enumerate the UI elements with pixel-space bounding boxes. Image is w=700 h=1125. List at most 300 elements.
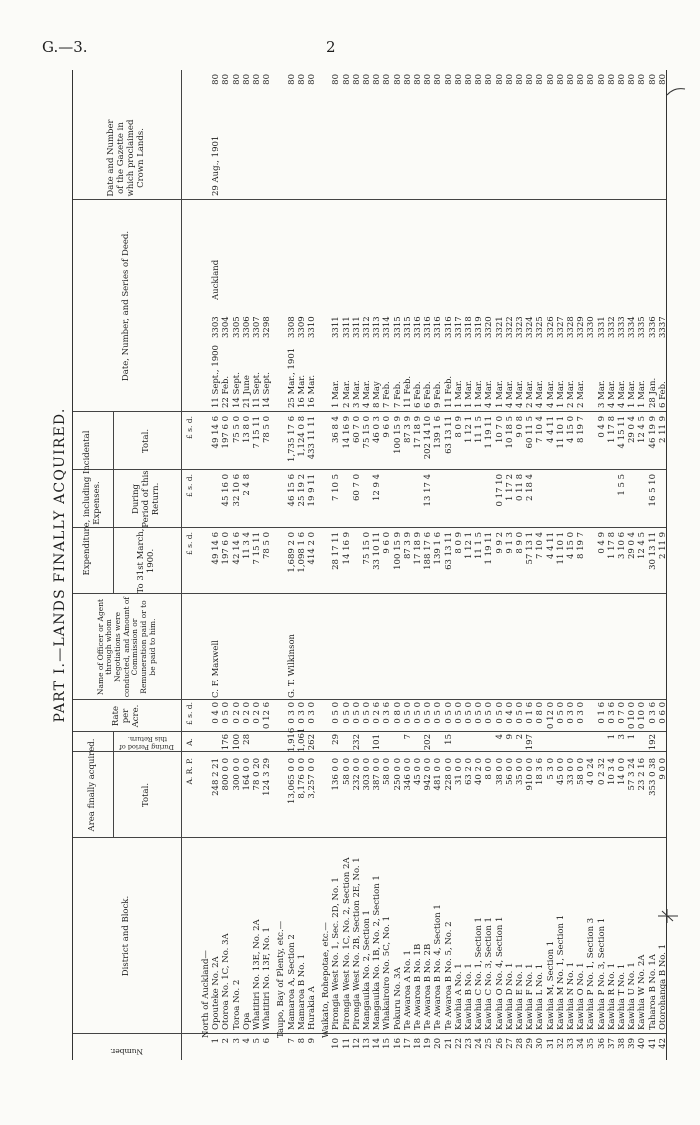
cell-deed: 3317 (453, 316, 464, 338)
unit-area: A. R. P. (185, 758, 194, 785)
cell-area: 58 0 0 (576, 758, 587, 786)
cell-rate: 0 5 0 (433, 702, 444, 724)
cell-total: 60 11 5 (525, 416, 536, 449)
cell-total: 0 4 9 (596, 416, 607, 438)
cell-rate: 0 1 6 (525, 702, 536, 724)
cell-area: 353 0 38 (647, 758, 658, 796)
cell-gaz: 80 (262, 74, 273, 85)
page-number: 2 (326, 38, 336, 56)
cell-name: Opa (241, 1012, 252, 1030)
cell-name: Kawhia O No. 1 (576, 962, 587, 1030)
cell-total: 13 8 0 (241, 416, 252, 444)
cell-deed: 3326 (545, 316, 556, 338)
unit-exp-during: £ s. d. (185, 474, 194, 497)
lands-table (72, 70, 667, 1060)
cell-during: 1 17 2 (504, 474, 515, 502)
cell-during: 7 10 5 (331, 474, 342, 502)
cell-deed: 3311 (351, 316, 362, 338)
cell-no: 9 (307, 1038, 317, 1044)
cell-during: 46 15 6 (286, 474, 297, 507)
cell-deed: 3309 (296, 316, 307, 338)
cell-gaz: 80 (586, 74, 597, 85)
cell-gaz: 80 (372, 74, 383, 85)
cell-deed: 3330 (586, 316, 597, 338)
cell-area: 8,176 0 0 (296, 758, 307, 799)
cell-date: 4 Mar. (504, 380, 515, 408)
cell-during: 32 10 6 (231, 474, 242, 507)
unit-exp-to: £ s. d. (185, 532, 194, 555)
cell-gaz: 80 (504, 74, 515, 85)
cell-period: 2 (515, 734, 525, 740)
cell-area: 8 0 0 (484, 758, 495, 780)
col-exp-to: To 31st March, 1900. (136, 528, 156, 594)
cell-name: Kawhia C No. 3, Section 1 (484, 917, 495, 1030)
cell-no: 16 (392, 1038, 403, 1049)
cell-to: 1 17 8 (606, 532, 617, 560)
table-row (305, 70, 320, 1060)
page-title: PART I.—LANDS FINALLY ACQUIRED. (52, 407, 68, 723)
cell-gaz: 80 (362, 74, 372, 85)
cell-name: Te Awaroa B No. 5, No. 2 (443, 921, 454, 1030)
cell-to: 139 1 6 (433, 532, 444, 565)
cell-total: 139 1 6 (433, 416, 444, 449)
cell-date: 1 Mar. (555, 380, 566, 408)
cell-area: 10 3 4 (606, 758, 617, 786)
cell-total: 7 15 11 (252, 416, 262, 449)
cell-no: 30 (535, 1038, 546, 1049)
cell-gaz: 80 (392, 74, 403, 85)
cell-name: Kawhia M, Section 1 (545, 940, 556, 1030)
cell-to: 11 3 4 (241, 532, 252, 560)
cell-total: 1 12 1 (464, 416, 474, 444)
cell-deed: 3332 (606, 316, 617, 338)
cell-name: Mamaroa A, Section 2 (286, 934, 297, 1030)
cell-total: 8 0 9 (453, 416, 464, 438)
cell-total: 36 8 4 (331, 416, 342, 444)
cell-deed: 3298 (262, 316, 273, 338)
cell-total: 11 10 1 (555, 416, 566, 449)
cell-name: Kawhia R No. 1 (606, 963, 617, 1030)
cell-total: 197 6 0 (221, 416, 232, 449)
cell-date: 1 Mar. (637, 380, 648, 408)
cell-deed: 3331 (596, 316, 607, 338)
cell-deed: 3315 (402, 316, 413, 338)
col-exp-during: During Period of this Return. (131, 470, 161, 528)
margin-mark-top (666, 84, 686, 98)
cell-to: 87 3 9 (402, 532, 413, 560)
cell-area: 33 0 0 (566, 758, 576, 786)
cell-total: 46 19 9 (647, 416, 658, 449)
cell-gaz: 80 (296, 74, 307, 85)
cell-area: 18 3 6 (535, 758, 546, 786)
cell-period: 7 (402, 734, 413, 740)
cell-gaz: 80 (525, 74, 536, 85)
cell-deed: 3334 (627, 316, 638, 338)
cell-deed: 3329 (576, 316, 587, 338)
cell-date: 1 Mar. (464, 380, 474, 408)
cell-period: 101 (372, 734, 383, 751)
cell-period: 176 (221, 734, 232, 751)
cell-gaz: 80 (286, 74, 297, 85)
cell-area: 40 2 0 (474, 758, 485, 786)
cell-rate: 0 3 0 (307, 702, 317, 724)
cell-to: 57 13 1 (525, 532, 536, 565)
cell-name: Kawhia U No. 1 (627, 962, 638, 1030)
cell-period: 202 (423, 734, 434, 751)
cell-rate: 0 4 0 (504, 702, 515, 724)
page-reference: G.—3. (42, 38, 88, 56)
cell-name: Te Awaroa B No. 2B (423, 943, 434, 1030)
cell-gaz: 80 (494, 74, 505, 85)
cell-deed: 3316 (443, 316, 454, 338)
cell-rate: 0 5 0 (555, 702, 566, 724)
cell-during: 45 16 0 (221, 474, 232, 507)
cell-to: 63 13 11 (443, 532, 454, 570)
cell-deed: 3319 (474, 316, 485, 338)
cell-name: Kawhia P No. 3, Section 1 (596, 917, 607, 1030)
cell-area: 248 2 21 (211, 758, 222, 796)
cell-total: 63 13 11 (443, 416, 454, 454)
cell-area: 4 0 24 (586, 758, 597, 786)
cell-to: 8 0 9 (453, 532, 464, 554)
cell-to: 78 5 0 (262, 532, 273, 560)
cell-no: 13 (362, 1038, 372, 1049)
cell-deed: 3311 (341, 316, 352, 338)
cell-rate: 0 2 0 (241, 702, 252, 724)
cell-date: 28 Jan. (647, 377, 658, 408)
cell-no: 32 (555, 1038, 566, 1049)
cell-gaz: 80 (566, 74, 576, 85)
col-officer: Name of Officer or Agent through whom Negotiations were conducted, and Amount of Commission or Remuneration paid or to be paid to him. (95, 596, 157, 698)
cell-name: Kawhia A No. 1 (453, 963, 464, 1030)
cell-name: Kawhia C No. 1, Section 1 (474, 917, 485, 1030)
cell-date: 22 Feb. (221, 375, 232, 408)
cell-date: 1 Mar. (494, 380, 505, 408)
cell-total: 75 15 0 (362, 416, 372, 449)
cell-no: 15 (382, 1038, 393, 1049)
cell-name: Te Awaroa A No. 1 (402, 950, 413, 1030)
cell-rate: 0 8 0 (392, 702, 403, 724)
cell-deed: 3307 (252, 316, 262, 338)
cell-gaz: 80 (515, 74, 525, 85)
cell-area: 346 0 0 (402, 758, 413, 791)
cell-during: 16 5 10 (647, 474, 658, 507)
cell-date: 4 Mar. (515, 380, 525, 408)
cell-rate: 0 1 6 (596, 702, 607, 724)
cell-rate: 0 3 0 (566, 702, 576, 724)
cell-during: 0 11 8 (515, 474, 525, 502)
cell-deed: 3306 (241, 316, 252, 338)
cell-deed: 3325 (535, 316, 546, 338)
cell-no: 5 (252, 1038, 262, 1044)
cell-name: Kawhia P No. 1, Section 3 (586, 917, 597, 1030)
cell-deed: 3328 (566, 316, 576, 338)
cell-gaz: 80 (331, 74, 342, 85)
cell-no: 6 (262, 1038, 273, 1044)
cell-no: 28 (515, 1038, 525, 1049)
cell-date: 4 Mar. (484, 380, 495, 408)
cell-series: Auckland (211, 259, 222, 300)
cell-during: 13 17 4 (423, 474, 434, 507)
cell-deed: 3322 (504, 316, 515, 338)
cell-total: 9 0 8 (515, 416, 525, 438)
cell-rate: 0 5 0 (474, 702, 485, 724)
cell-date: 11 Feb. (443, 375, 454, 408)
cell-deed: 3304 (221, 316, 232, 338)
cell-total: 9 6 0 (382, 416, 393, 438)
cell-rate: 0 3 0 (576, 702, 587, 724)
cell-total: 78 5 0 (262, 416, 273, 444)
cell-name: Te Awaroa B No. 1B (413, 943, 423, 1030)
cell-gaz: 80 (637, 74, 648, 85)
cell-name: Mangauika No. 1B, No. 2, Section 1 (372, 875, 383, 1030)
section-heading: Waikato, Rohepotae, etc.— (321, 922, 332, 1038)
cell-area: 58 0 0 (341, 758, 352, 786)
cell-deed: 3324 (525, 316, 536, 338)
cell-area: 942 0 0 (423, 758, 434, 791)
cell-rate: 0 10 0 (627, 702, 638, 730)
cell-period: 197 (525, 734, 536, 751)
cell-gaz: 80 (535, 74, 546, 85)
cell-total: 11 1 5 (474, 416, 485, 444)
cell-no: 2 (221, 1038, 232, 1044)
cell-name: Mangauika No. 2, Section 1 (362, 910, 372, 1030)
cell-period: 15 (443, 734, 454, 745)
cell-no: 8 (296, 1038, 307, 1044)
cell-total: 4 15 11 (617, 416, 627, 449)
cell-total: 29 0 4 (627, 416, 638, 444)
cell-no: 34 (576, 1038, 587, 1049)
cell-rate: 0 5 0 (351, 702, 362, 724)
cell-total: 1 19 11 (484, 416, 495, 449)
cell-to: 12 4 5 (637, 532, 648, 560)
cell-rate: 0 5 0 (423, 702, 434, 724)
cell-deed: 3320 (484, 316, 495, 338)
cell-gaz: 80 (453, 74, 464, 85)
cell-period: 100 (231, 734, 242, 751)
cell-date: 25 Mar., 1901 (286, 347, 297, 408)
cell-area: 0 2 32 (596, 758, 607, 786)
cell-gaz: 80 (307, 74, 317, 85)
cell-no: 41 (647, 1038, 658, 1049)
cell-rate: 0 2 0 (252, 702, 262, 724)
cell-no: 22 (453, 1038, 464, 1049)
unit-exp-total: £ s. d. (185, 416, 194, 439)
cell-rate: 0 5 0 (413, 702, 423, 724)
col-area-total: Total. (141, 782, 152, 808)
cell-date: 1 Mar. (474, 380, 485, 408)
cell-rate: 0 3 0 (286, 702, 297, 724)
col-area-group: Area finally acquired. (87, 738, 98, 832)
cell-to: 9 6 0 (382, 532, 393, 554)
cell-gaz: 80 (576, 74, 587, 85)
cell-total: 75 5 0 (231, 416, 242, 444)
cell-to: 4 4 11 (545, 532, 556, 560)
cell-to: 414 2 0 (307, 532, 317, 565)
cell-name: Whatitiri No. 13E, No. 2A (252, 919, 262, 1030)
cell-name: Pirongia West No. 1, Sec. 2D, No. 1 (331, 877, 342, 1030)
cell-date: 3 Mar. (596, 380, 607, 408)
cell-total: 14 16 9 (341, 416, 352, 449)
cell-date: 4 Mar. (617, 380, 627, 408)
cell-name: Kawhia N No. 1 (566, 961, 576, 1030)
cell-rate: 0 5 0 (453, 702, 464, 724)
cell-date: 4 Mar. (606, 380, 617, 408)
col-district: District and Block. (121, 895, 132, 977)
cell-date: 11 Sept., 1900 (211, 345, 222, 408)
cell-date: 4 Mar. (362, 380, 372, 408)
cell-date: 2 Mar. (566, 380, 576, 408)
section-heading: Taupo, Bay of Plenty, etc.— (276, 920, 287, 1038)
cell-date: 16 Mar. (296, 374, 307, 408)
cell-no: 11 (341, 1038, 352, 1049)
cell-deed: 3315 (392, 316, 403, 338)
cell-period: 232 (351, 734, 362, 751)
cell-name: Whatitiri No. 13F, No. 1 (262, 927, 273, 1030)
cell-area: 57 3 24 (627, 758, 638, 791)
cell-deed: 3310 (307, 316, 317, 338)
cell-rate: 0 2 6 (372, 702, 383, 724)
cell-gaz: 80 (555, 74, 566, 85)
cell-deed: 3336 (647, 316, 658, 338)
cell-gaz: 80 (617, 74, 627, 85)
cell-rate: 0 5 0 (464, 702, 474, 724)
cell-deed: 3308 (286, 316, 297, 338)
cell-period: 4 (494, 734, 505, 740)
cell-deed: 3316 (413, 316, 423, 338)
cell-date: 11 Sept. (252, 372, 262, 408)
cell-period: 1,916 (286, 727, 297, 752)
cell-name: Hurakia A (307, 986, 317, 1030)
cell-date: 8 May (372, 381, 383, 408)
cell-to: 4 15 0 (566, 532, 576, 560)
cell-date: 1 Mar. (331, 380, 342, 408)
cell-deed: 3323 (515, 316, 525, 338)
cell-area: 481 0 0 (433, 758, 444, 791)
col-number: Number. (110, 1047, 144, 1056)
col-exp-total: Total. (141, 428, 152, 454)
cell-no: 24 (474, 1038, 485, 1049)
cell-total: 12 4 5 (637, 416, 648, 444)
cell-officer: G. T. Wilkinson (286, 633, 297, 698)
cell-area: 136 0 0 (331, 758, 342, 791)
cell-name: Mamaroa B No. 1 (296, 953, 307, 1030)
cell-total: 46 0 3 (372, 416, 383, 444)
cell-to: 14 16 9 (341, 532, 352, 565)
cell-gaz: 80 (231, 74, 242, 85)
cell-deed: 3337 (657, 316, 668, 338)
cell-area: 45 0 0 (413, 758, 423, 786)
cell-no: 31 (545, 1038, 556, 1049)
cell-date: 14 Sept. (231, 372, 242, 408)
cell-rate: 0 12 6 (262, 702, 273, 730)
cell-during: 19 9 11 (307, 474, 317, 507)
cell-area: 13,065 0 0 (286, 758, 297, 804)
cell-area: 35 0 0 (515, 758, 525, 786)
cell-no: 35 (586, 1038, 597, 1049)
unit-rate: £ s. d. (185, 702, 194, 725)
cell-to: 11 10 1 (555, 532, 566, 565)
cell-name: Pokuru No. 3A (392, 967, 403, 1030)
cell-rate: 0 7 0 (617, 702, 627, 724)
col-rate: Rate per Acre. (111, 704, 141, 728)
cell-gaz: 80 (351, 74, 362, 85)
cell-area: 300 0 0 (231, 758, 242, 791)
cell-no: 42 (657, 1038, 668, 1049)
cell-no: 17 (402, 1038, 413, 1049)
cell-no: 23 (464, 1038, 474, 1049)
cell-gaz: 80 (252, 74, 262, 85)
cell-date: 2 Mar. (525, 380, 536, 408)
cell-total: 1,735 17 6 (286, 416, 297, 462)
cell-period: 192 (647, 734, 658, 751)
cell-to: 17 18 9 (413, 532, 423, 565)
cell-rate: 0 8 0 (535, 702, 546, 724)
cell-date: 6 Feb. (657, 381, 668, 408)
cell-no: 3 (231, 1038, 242, 1044)
cell-date: 4 Mar. (535, 380, 546, 408)
cell-no: 38 (617, 1038, 627, 1049)
cell-date: 6 Feb. (423, 381, 434, 408)
cell-date: 7 Feb. (392, 381, 403, 408)
cell-deed: 3311 (331, 316, 342, 338)
cell-rate: 0 5 0 (221, 702, 232, 724)
table-row (260, 70, 275, 1060)
cell-date: 1 Mar. (627, 380, 638, 408)
cell-rate: 0 3 6 (382, 702, 393, 724)
cell-gaz: 80 (627, 74, 638, 85)
cell-rate: 0 5 0 (484, 702, 495, 724)
cell-total: 49 14 6 (211, 416, 222, 449)
cell-total: 8 19 7 (576, 416, 587, 444)
cell-to: 75 15 0 (362, 532, 372, 565)
cell-period: 3 (617, 734, 627, 740)
cell-area: 58 0 0 (382, 758, 393, 786)
cell-no: 12 (351, 1038, 362, 1049)
col-gazette: Date and Number of the Gazette in which proclaimed Crown Lands. (106, 119, 146, 197)
cell-no: 39 (627, 1038, 638, 1049)
cell-total: 1 17 8 (606, 416, 617, 444)
cell-area: 910 0 0 (525, 758, 536, 791)
section-heading: North of Auckland— (201, 950, 211, 1038)
cell-date: 9 Feb. (433, 381, 444, 408)
cell-gaz: 80 (341, 74, 352, 85)
cell-no: 26 (494, 1038, 505, 1049)
cell-gaz: 80 (474, 74, 485, 85)
cell-to: 8 19 7 (576, 532, 587, 560)
cell-name: Toroa No. 2 (231, 979, 242, 1030)
cell-gaz: 80 (484, 74, 495, 85)
cell-gaz: 80 (221, 74, 232, 85)
cell-to: 49 14 6 (211, 532, 222, 565)
cell-to: 1,689 2 0 (286, 532, 297, 573)
cell-deed: 3303 (211, 316, 222, 338)
cell-name: Otorohanga B No. 1 (657, 943, 668, 1030)
cell-no: 21 (443, 1038, 454, 1049)
cell-date: 2 Mar. (576, 380, 587, 408)
cell-to: 0 4 9 (596, 532, 607, 554)
cell-name: Kawhia T No. 1 (617, 963, 627, 1030)
cell-deed: 3321 (494, 316, 505, 338)
cell-during: 0 17 10 (494, 474, 505, 507)
cell-deed: 3327 (555, 316, 566, 338)
cell-to: 197 6 0 (221, 532, 232, 565)
cell-no: 25 (484, 1038, 495, 1049)
cell-date: 11 Feb. (402, 375, 413, 408)
cell-period: 1 (606, 734, 617, 740)
cell-rate: 0 5 0 (494, 702, 505, 724)
cell-total: 10 18 5 (504, 416, 515, 449)
